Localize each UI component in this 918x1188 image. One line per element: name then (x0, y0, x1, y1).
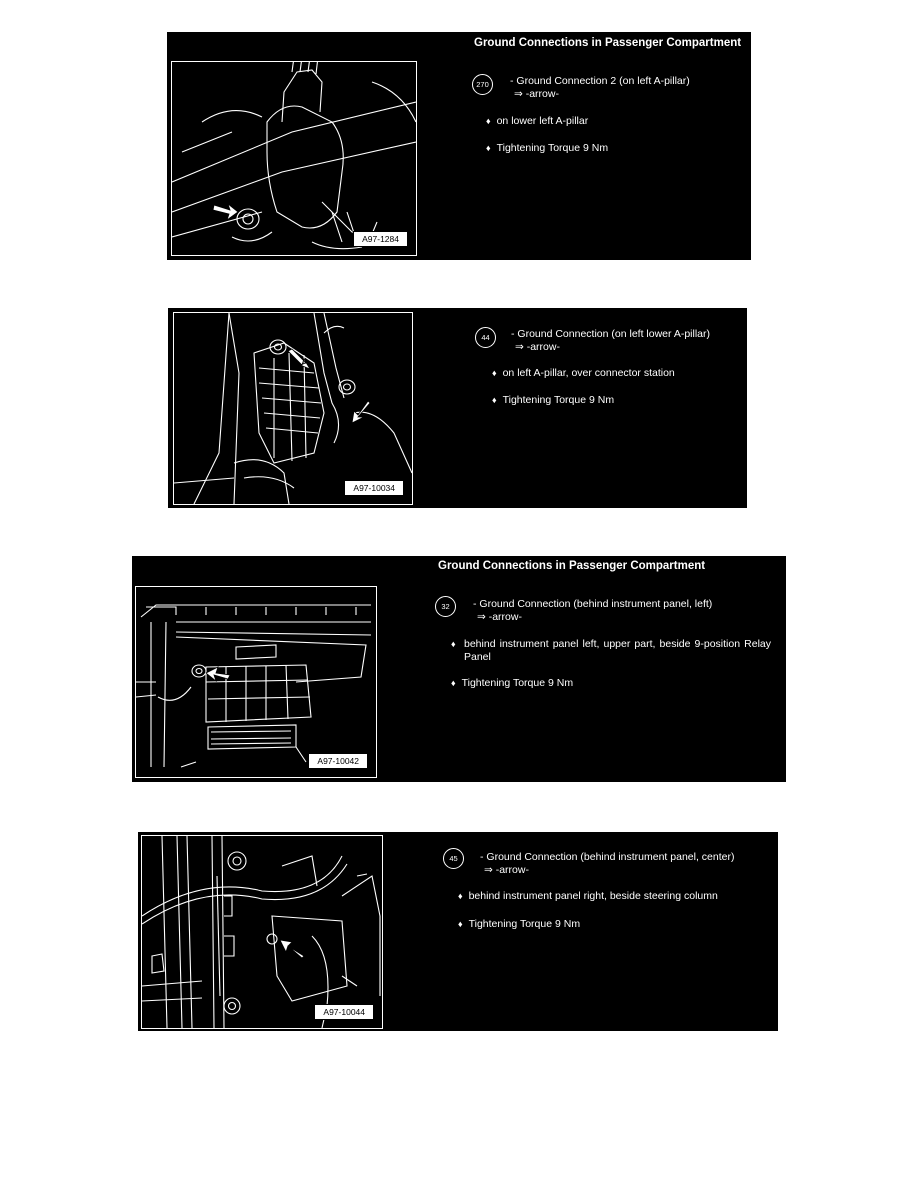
figure-label: A97-10034 (344, 480, 404, 496)
ground-connection-entry (443, 848, 773, 968)
section-2-panel (168, 308, 747, 508)
bullet-item (458, 918, 580, 931)
ground-connection-entry (435, 596, 780, 746)
section-1-panel (167, 32, 751, 260)
arrow-reference: ⇒ -arrow- (484, 864, 529, 876)
section-heading: Ground Connections in Passenger Compartment (438, 560, 706, 572)
diamond-bullet-icon: ♦ (451, 639, 456, 649)
arrow-reference: ⇒ -arrow- (515, 341, 560, 353)
item-number-circle: 44 (475, 327, 496, 348)
section-3-panel (132, 556, 786, 782)
section-heading: Ground Connections in Passenger Compartment (474, 37, 742, 49)
figure-label: A97-1284 (353, 231, 408, 247)
diamond-bullet-icon: ♦ (492, 395, 497, 405)
bullet-item (486, 115, 588, 128)
bullet-text: Tightening Torque 9 Nm (496, 142, 609, 154)
diamond-bullet-icon: ♦ (486, 143, 491, 153)
bullet-text: on lower left A-pillar (496, 115, 589, 127)
bullet-text: behind instrument panel left, upper part, beside 9-position Relay Panel (464, 638, 771, 663)
diamond-bullet-icon: ♦ (451, 678, 456, 688)
bullet-item (492, 394, 614, 407)
diamond-bullet-icon: ♦ (458, 919, 463, 929)
item-number-circle: 270 (472, 74, 493, 95)
diamond-bullet-icon: ♦ (492, 368, 497, 378)
lower-a-pillar-ground-illustration (174, 313, 412, 504)
diamond-bullet-icon: ♦ (486, 116, 491, 126)
diamond-bullet-icon: ♦ (458, 891, 463, 901)
bullet-text: behind instrument panel right, beside steering column (468, 890, 718, 902)
item-title: - Ground Connection (on left lower A-pillar) (511, 328, 711, 340)
ground-connection-entry (472, 74, 742, 204)
item-title: - Ground Connection (behind instrument panel, left) (473, 598, 713, 610)
section-4-panel (138, 832, 778, 1031)
bullet-text: on left A-pillar, over connector station (502, 367, 675, 379)
bullet-item (486, 142, 608, 155)
item-title: - Ground Connection 2 (on left A-pillar) (510, 75, 690, 87)
section-4-figure (141, 835, 383, 1029)
section-2-figure (173, 312, 413, 505)
item-number-circle: 32 (435, 596, 456, 617)
arrow-reference: ⇒ -arrow- (514, 88, 559, 100)
bullet-text: Tightening Torque 9 Nm (468, 918, 581, 930)
instrument-panel-left-ground-illustration (136, 587, 376, 777)
figure-label: A97-10042 (308, 753, 368, 769)
section-3-figure (135, 586, 377, 778)
bullet-item (492, 367, 675, 380)
item-number-circle: 45 (443, 848, 464, 869)
figure-label: A97-10044 (314, 1004, 374, 1020)
bullet-item (451, 677, 573, 690)
ground-connection-entry (475, 327, 740, 447)
instrument-panel-center-ground-illustration (142, 836, 382, 1028)
section-1-figure (171, 61, 417, 256)
a-pillar-ground-illustration (172, 62, 416, 255)
bullet-text: Tightening Torque 9 Nm (461, 677, 574, 689)
bullet-text: Tightening Torque 9 Nm (502, 394, 615, 406)
arrow-reference: ⇒ -arrow- (477, 611, 522, 623)
bullet-item (451, 638, 771, 664)
bullet-item (458, 890, 718, 903)
item-title: - Ground Connection (behind instrument panel, center) (480, 851, 735, 863)
